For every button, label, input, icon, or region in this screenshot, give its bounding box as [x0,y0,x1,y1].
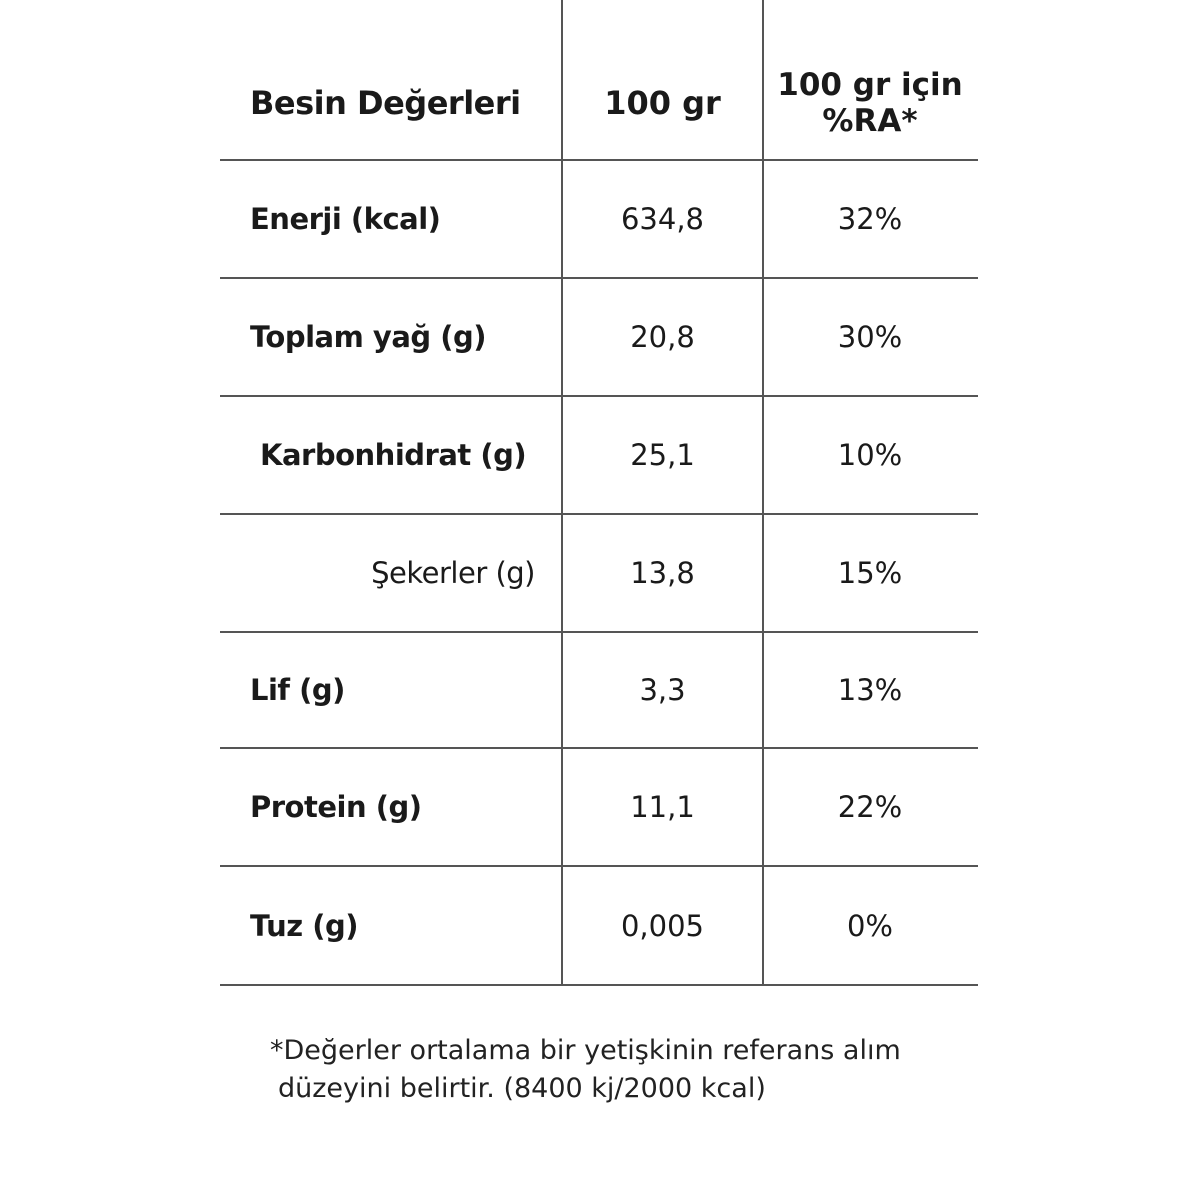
row-name-fat: Toplam yağ (g) [250,320,487,354]
row-pct-salt: 0% [846,908,893,943]
row-value-fat: 20,8 [630,320,695,354]
header-ri-line2: %RA* [822,102,918,139]
header-ri-line1: 100 gr için [777,66,963,103]
footnote [270,1032,970,1108]
row-name-fiber: Lif (g) [250,673,345,707]
row-pct-protein: 22% [837,790,903,824]
row-name-protein: Protein (g) [250,790,422,824]
row-value-protein: 11,1 [630,790,695,824]
footnote-line2: düzeyini belirtir. (8400 kj/2000 kcal) [278,1073,766,1104]
row-value-sugars: 13,8 [630,556,695,590]
header-ri-percent [764,60,976,145]
header-nutrient: Besin Değerleri [250,83,521,122]
row-name-carbohydrate: Karbonhidrat (g) [260,438,527,472]
header-per-100g: 100 gr [604,83,721,122]
row-value-fiber: 3,3 [639,673,686,707]
row-name-salt: Tuz (g) [250,908,358,943]
footnote-line1: *Değerler ortalama bir yetişkinin referans alım [270,1035,901,1066]
row-value-salt: 0,005 [620,908,705,943]
row-pct-energy: 32% [837,202,903,236]
row-value-energy: 634,8 [620,202,705,236]
row-name-energy: Enerji (kcal) [250,202,441,236]
row-pct-fat: 30% [837,320,903,354]
row-pct-sugars: 15% [837,556,903,590]
row-name-sugars: Şekerler (g) [371,556,535,590]
row-divider [220,984,978,986]
row-pct-carbohydrate: 10% [837,438,903,472]
row-value-carbohydrate: 25,1 [630,438,695,472]
row-pct-fiber: 13% [837,673,903,707]
